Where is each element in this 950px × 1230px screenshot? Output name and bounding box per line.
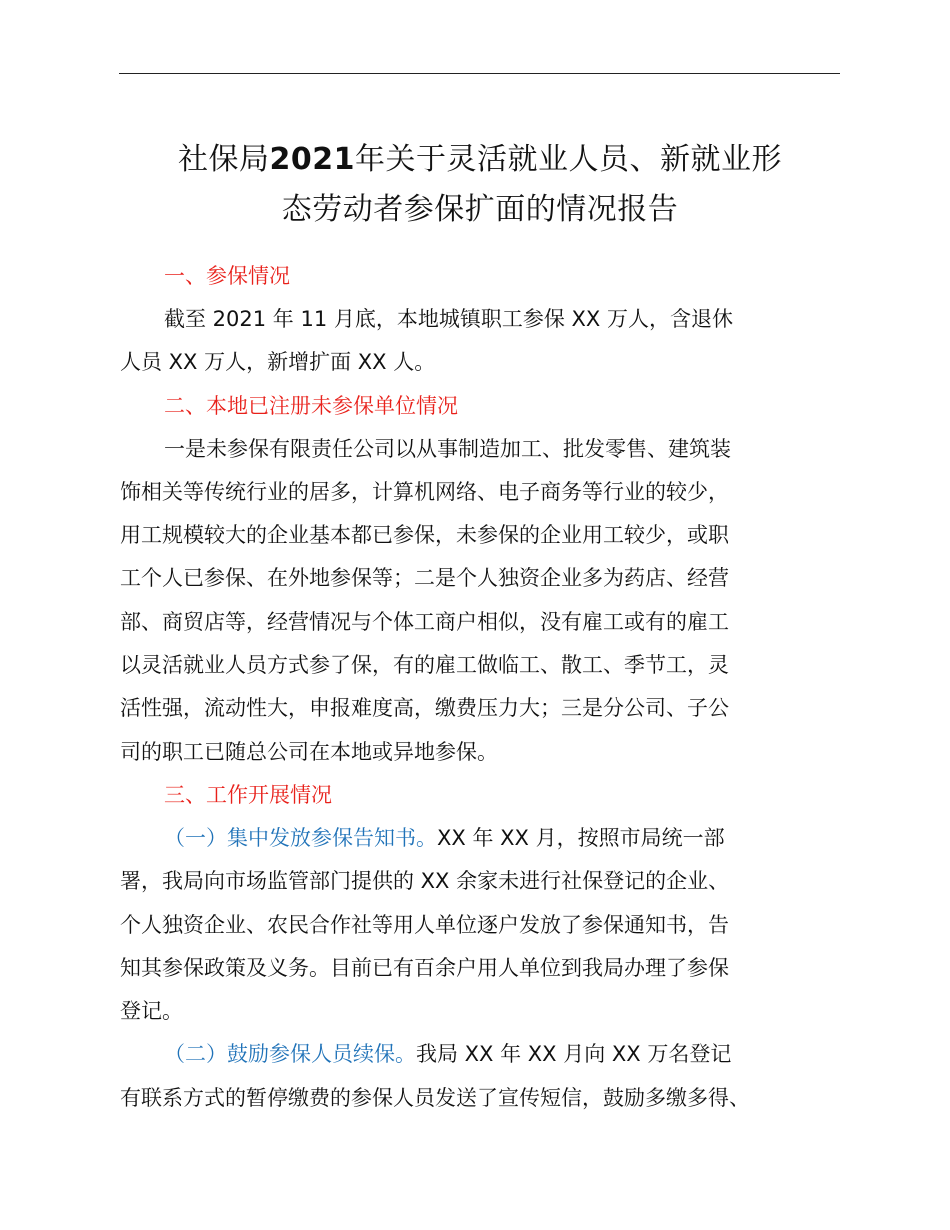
paragraph-line: 个人独资企业、农民合作社等用人单位逐户发放了参保通知书，告 — [120, 912, 729, 937]
paragraph-line: 知其参保政策及义务。目前已有百余户用人单位到我局办理了参保 — [120, 955, 729, 980]
paragraph-line: 有联系方式的暂停缴费的参保人员发送了宣传短信，鼓励多缴多得、 — [120, 1085, 750, 1110]
paragraph-line: 人员 XX 万人，新增扩面 XX 人。 — [120, 350, 436, 375]
document-body — [120, 255, 840, 1120]
section-3-item-2-paragraph — [120, 1033, 840, 1120]
section-heading-3: 三、工作开展情况 — [164, 782, 332, 807]
title-prefix: 社保局 — [178, 142, 270, 177]
title-year: 2021 — [269, 142, 355, 177]
paragraph-line: 饰相关等传统行业的居多，计算机网络、电子商务等行业的较少， — [120, 479, 729, 504]
section-2-paragraph — [120, 428, 840, 774]
paragraph-line: 署，我局向市场监管部门提供的 XX 余家未进行社保登记的企业、 — [120, 869, 730, 894]
section-heading-2: 二、本地已注册未参保单位情况 — [164, 393, 458, 418]
title-line-2: 态劳动者参保扩面的情况报告 — [281, 192, 679, 227]
title-line-1 — [110, 135, 850, 185]
paragraph-text: XX 年 XX 月，按照市局统一部 — [437, 825, 725, 850]
subheading-2: （二）鼓励参保人员续保。 — [164, 1042, 416, 1067]
paragraph-line: 部、商贸店等，经营情况与个体工商户相似，没有雇工或有的雇工 — [120, 609, 729, 634]
header-rule — [119, 73, 840, 74]
paragraph-line: 司的职工已随总公司在本地或异地参保。 — [120, 739, 498, 764]
paragraph-line: 截至 2021 年 11 月底，本地城镇职工参保 XX 万人，含退休 — [164, 307, 733, 331]
paragraph-line: 工个人已参保、在外地参保等；二是个人独资企业多为药店、经营 — [120, 566, 729, 591]
document-title — [110, 135, 850, 235]
paragraph-line: 以灵活就业人员方式参了保，有的雇工做临工、散工、季节工，灵 — [120, 653, 729, 678]
paragraph-line — [120, 1033, 840, 1076]
section-3-item-1-paragraph — [120, 817, 840, 1033]
title-suffix: 年关于灵活就业人员、新就业形 — [355, 142, 782, 177]
paragraph-text: 我局 XX 年 XX 月向 XX 万名登记 — [416, 1042, 732, 1067]
subheading-1: （一）集中发放参保告知书。 — [164, 825, 437, 850]
paragraph-line: 一是未参保有限责任公司以从事制造加工、批发零售、建筑装 — [164, 436, 731, 461]
paragraph-line: 活性强，流动性大，申报难度高，缴费压力大；三是分公司、子公 — [120, 696, 729, 721]
section-heading-1: 一、参保情况 — [164, 264, 290, 288]
paragraph-line — [120, 817, 840, 860]
section-1-paragraph — [120, 298, 840, 385]
paragraph-line: 登记。 — [120, 999, 183, 1024]
paragraph-line: 用工规模较大的企业基本都已参保，未参保的企业用工较少，或职 — [120, 523, 729, 548]
